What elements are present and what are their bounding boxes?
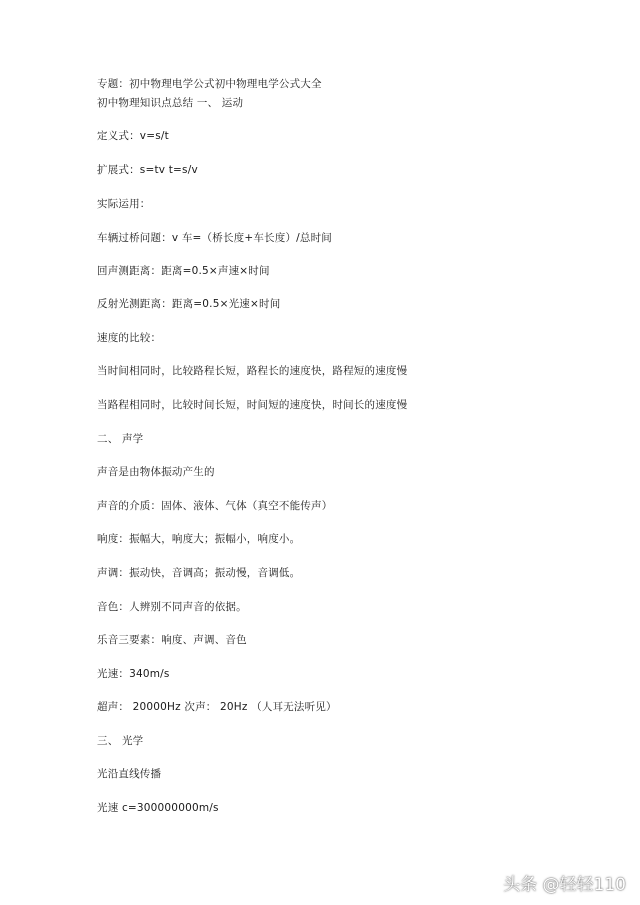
text-line: 定义式：v=s/t bbox=[97, 130, 169, 142]
text-line: 当时间相同时，比较路程长短，路程长的速度快，路程短的速度慢 bbox=[97, 365, 408, 377]
text-line: 超声： 20000Hz 次声： 20Hz （人耳无法听见） bbox=[97, 701, 337, 713]
text-line: 反射光测距离：距离=0.5×光速×时间 bbox=[97, 298, 281, 310]
text-line: 声音的介质：固体、液体、气体（真空不能传声） bbox=[97, 500, 333, 512]
text-line: 实际运用： bbox=[97, 198, 151, 210]
text-line: 音色：人辨别不同声音的依据。 bbox=[97, 601, 247, 613]
text-line: 扩展式：s=tv t=s/v bbox=[97, 164, 198, 176]
section-heading: 二、 声学 bbox=[97, 433, 144, 445]
subtitle-line: 初中物理知识点总结 一、 运动 bbox=[97, 97, 244, 109]
text-line: 乐音三要素：响度、声调、音色 bbox=[97, 634, 247, 646]
text-line: 当路程相同时，比较时间长短，时间短的速度快，时间长的速度慢 bbox=[97, 399, 408, 411]
text-line: 光速 c=300000000m/s bbox=[97, 802, 219, 814]
text-line: 光沿直线传播 bbox=[97, 768, 162, 780]
text-line: 声音是由物体振动产生的 bbox=[97, 466, 215, 478]
text-line: 车辆过桥问题：v 车=（桥长度+车长度）/总时间 bbox=[97, 232, 332, 244]
title-line: 专题：初中物理电学公式初中物理电学公式大全 bbox=[97, 78, 322, 90]
text-line: 光速：340m/s bbox=[97, 668, 170, 680]
text-line: 响度：振幅大，响度大；振幅小，响度小。 bbox=[97, 533, 301, 545]
section-heading: 三、 光学 bbox=[97, 735, 144, 747]
text-line: 速度的比较： bbox=[97, 332, 162, 344]
text-line: 回声测距离：距离=0.5×声速×时间 bbox=[97, 265, 270, 277]
text-line: 声调：振动快，音调高；振动慢，音调低。 bbox=[97, 567, 301, 579]
watermark: 头条 @轻轻110 bbox=[503, 875, 626, 895]
